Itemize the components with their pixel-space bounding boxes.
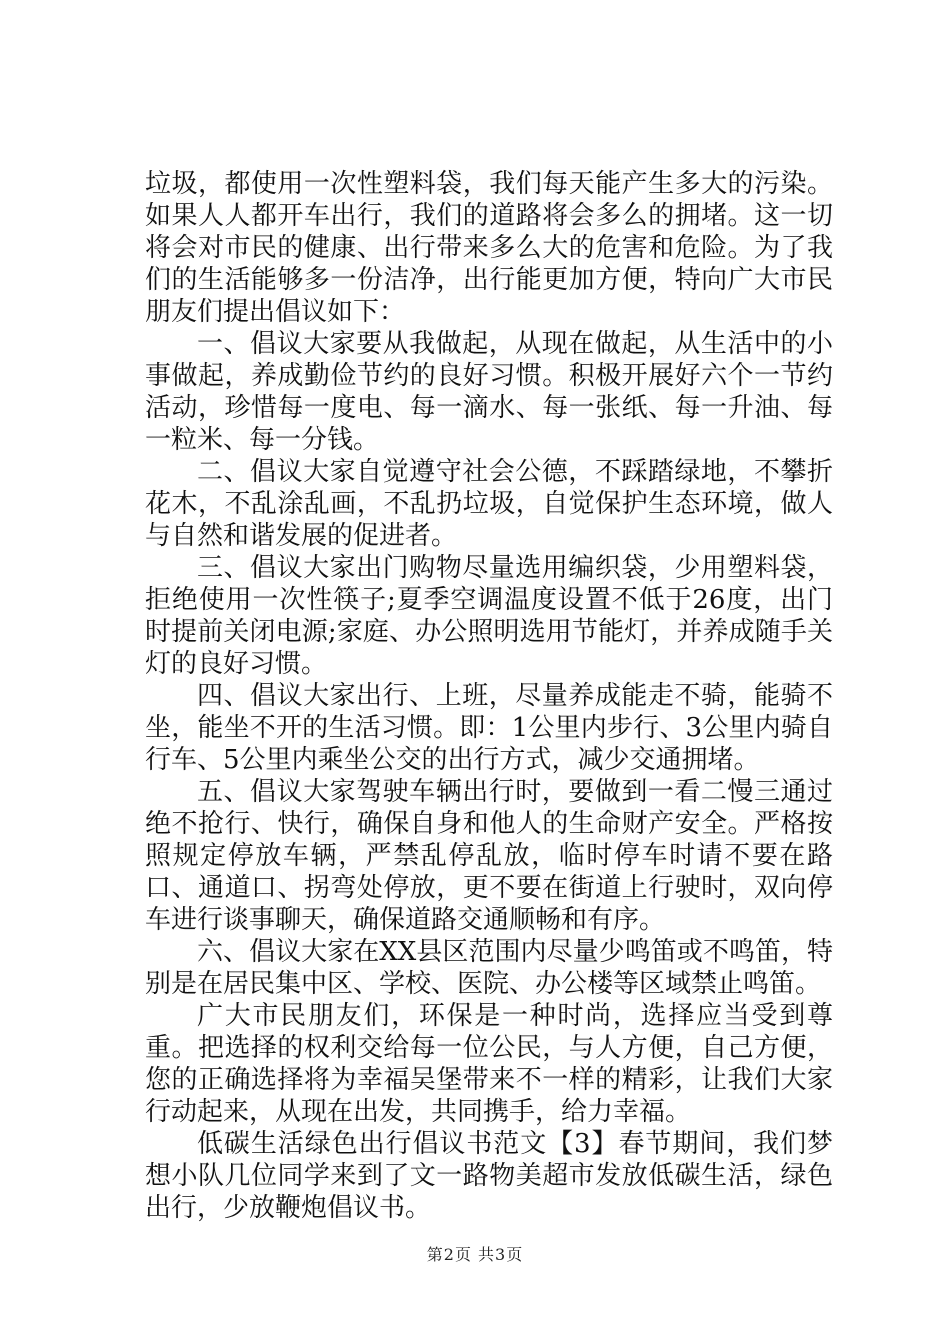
document-body — [145, 168, 833, 1224]
paragraph-item-2: 二、倡议大家自觉遵守社会公德，不踩踏绿地，不攀折花木，不乱涂乱画，不乱扔垃圾，自觉保护生态环境，做人与自然和谐发展的促进者。 — [145, 457, 833, 551]
page-footer: 第2页 共3页 — [426, 1245, 524, 1264]
paragraph-intro: 垃圾，都使用一次性塑料袋，我们每天能产生多大的污染。如果人人都开车出行，我们的道路将会多么的拥堵。这一切将会对市民的健康、出行带来多么大的危害和危险。为了我们的生活能够多一份洁净，出行能更加方便，特向广大市民朋友们提出倡议如下： — [145, 169, 833, 327]
paragraph-item-6: 六、倡议大家在XX县区范围内尽量少鸣笛或不鸣笛，特别是在居民集中区、学校、医院、办公楼等区域禁止鸣笛。 — [145, 937, 833, 999]
paragraph-closing: 广大市民朋友们，环保是一种时尚，选择应当受到尊重。把选择的权利交给每一位公民，与人方便，自己方便，您的正确选择将为幸福吴堡带来不一样的精彩，让我们大家行动起来，从现在出发，共同携手，给力幸福。 — [145, 1001, 833, 1127]
paragraph-sample-3: 低碳生活绿色出行倡议书范文【3】春节期间，我们梦想小队几位同学来到了文一路物美超市发放低碳生活，绿色出行，少放鞭炮倡议书。 — [145, 1129, 833, 1223]
paragraph-item-3: 三、倡议大家出门购物尽量选用编织袋，少用塑料袋，拒绝使用一次性筷子;夏季空调温度设置不低于26度，出门时提前关闭电源;家庭、办公照明选用节能灯，并养成随手关灯的良好习惯。 — [145, 553, 833, 679]
paragraph-item-1: 一、倡议大家要从我做起，从现在做起，从生活中的小事做起，养成勤俭节约的良好习惯。积极开展好六个一节约活动，珍惜每一度电、每一滴水、每一张纸、每一升油、每一粒米、每一分钱。 — [145, 329, 833, 455]
paragraph-item-5: 五、倡议大家驾驶车辆出行时，要做到一看二慢三通过绝不抢行、快行，确保自身和他人的生命财产安全。严格按照规定停放车辆，严禁乱停乱放，临时停车时请不要在路口、通道口、拐弯处停放，更不要在街道上行驶时，双向停车进行谈事聊天，确保道路交通顺畅和有序。 — [145, 777, 833, 935]
paragraph-item-4: 四、倡议大家出行、上班，尽量养成能走不骑，能骑不坐，能坐不开的生活习惯。即：1公里内步行、3公里内骑自行车、5公里内乘坐公交的出行方式，减少交通拥堵。 — [145, 681, 833, 775]
